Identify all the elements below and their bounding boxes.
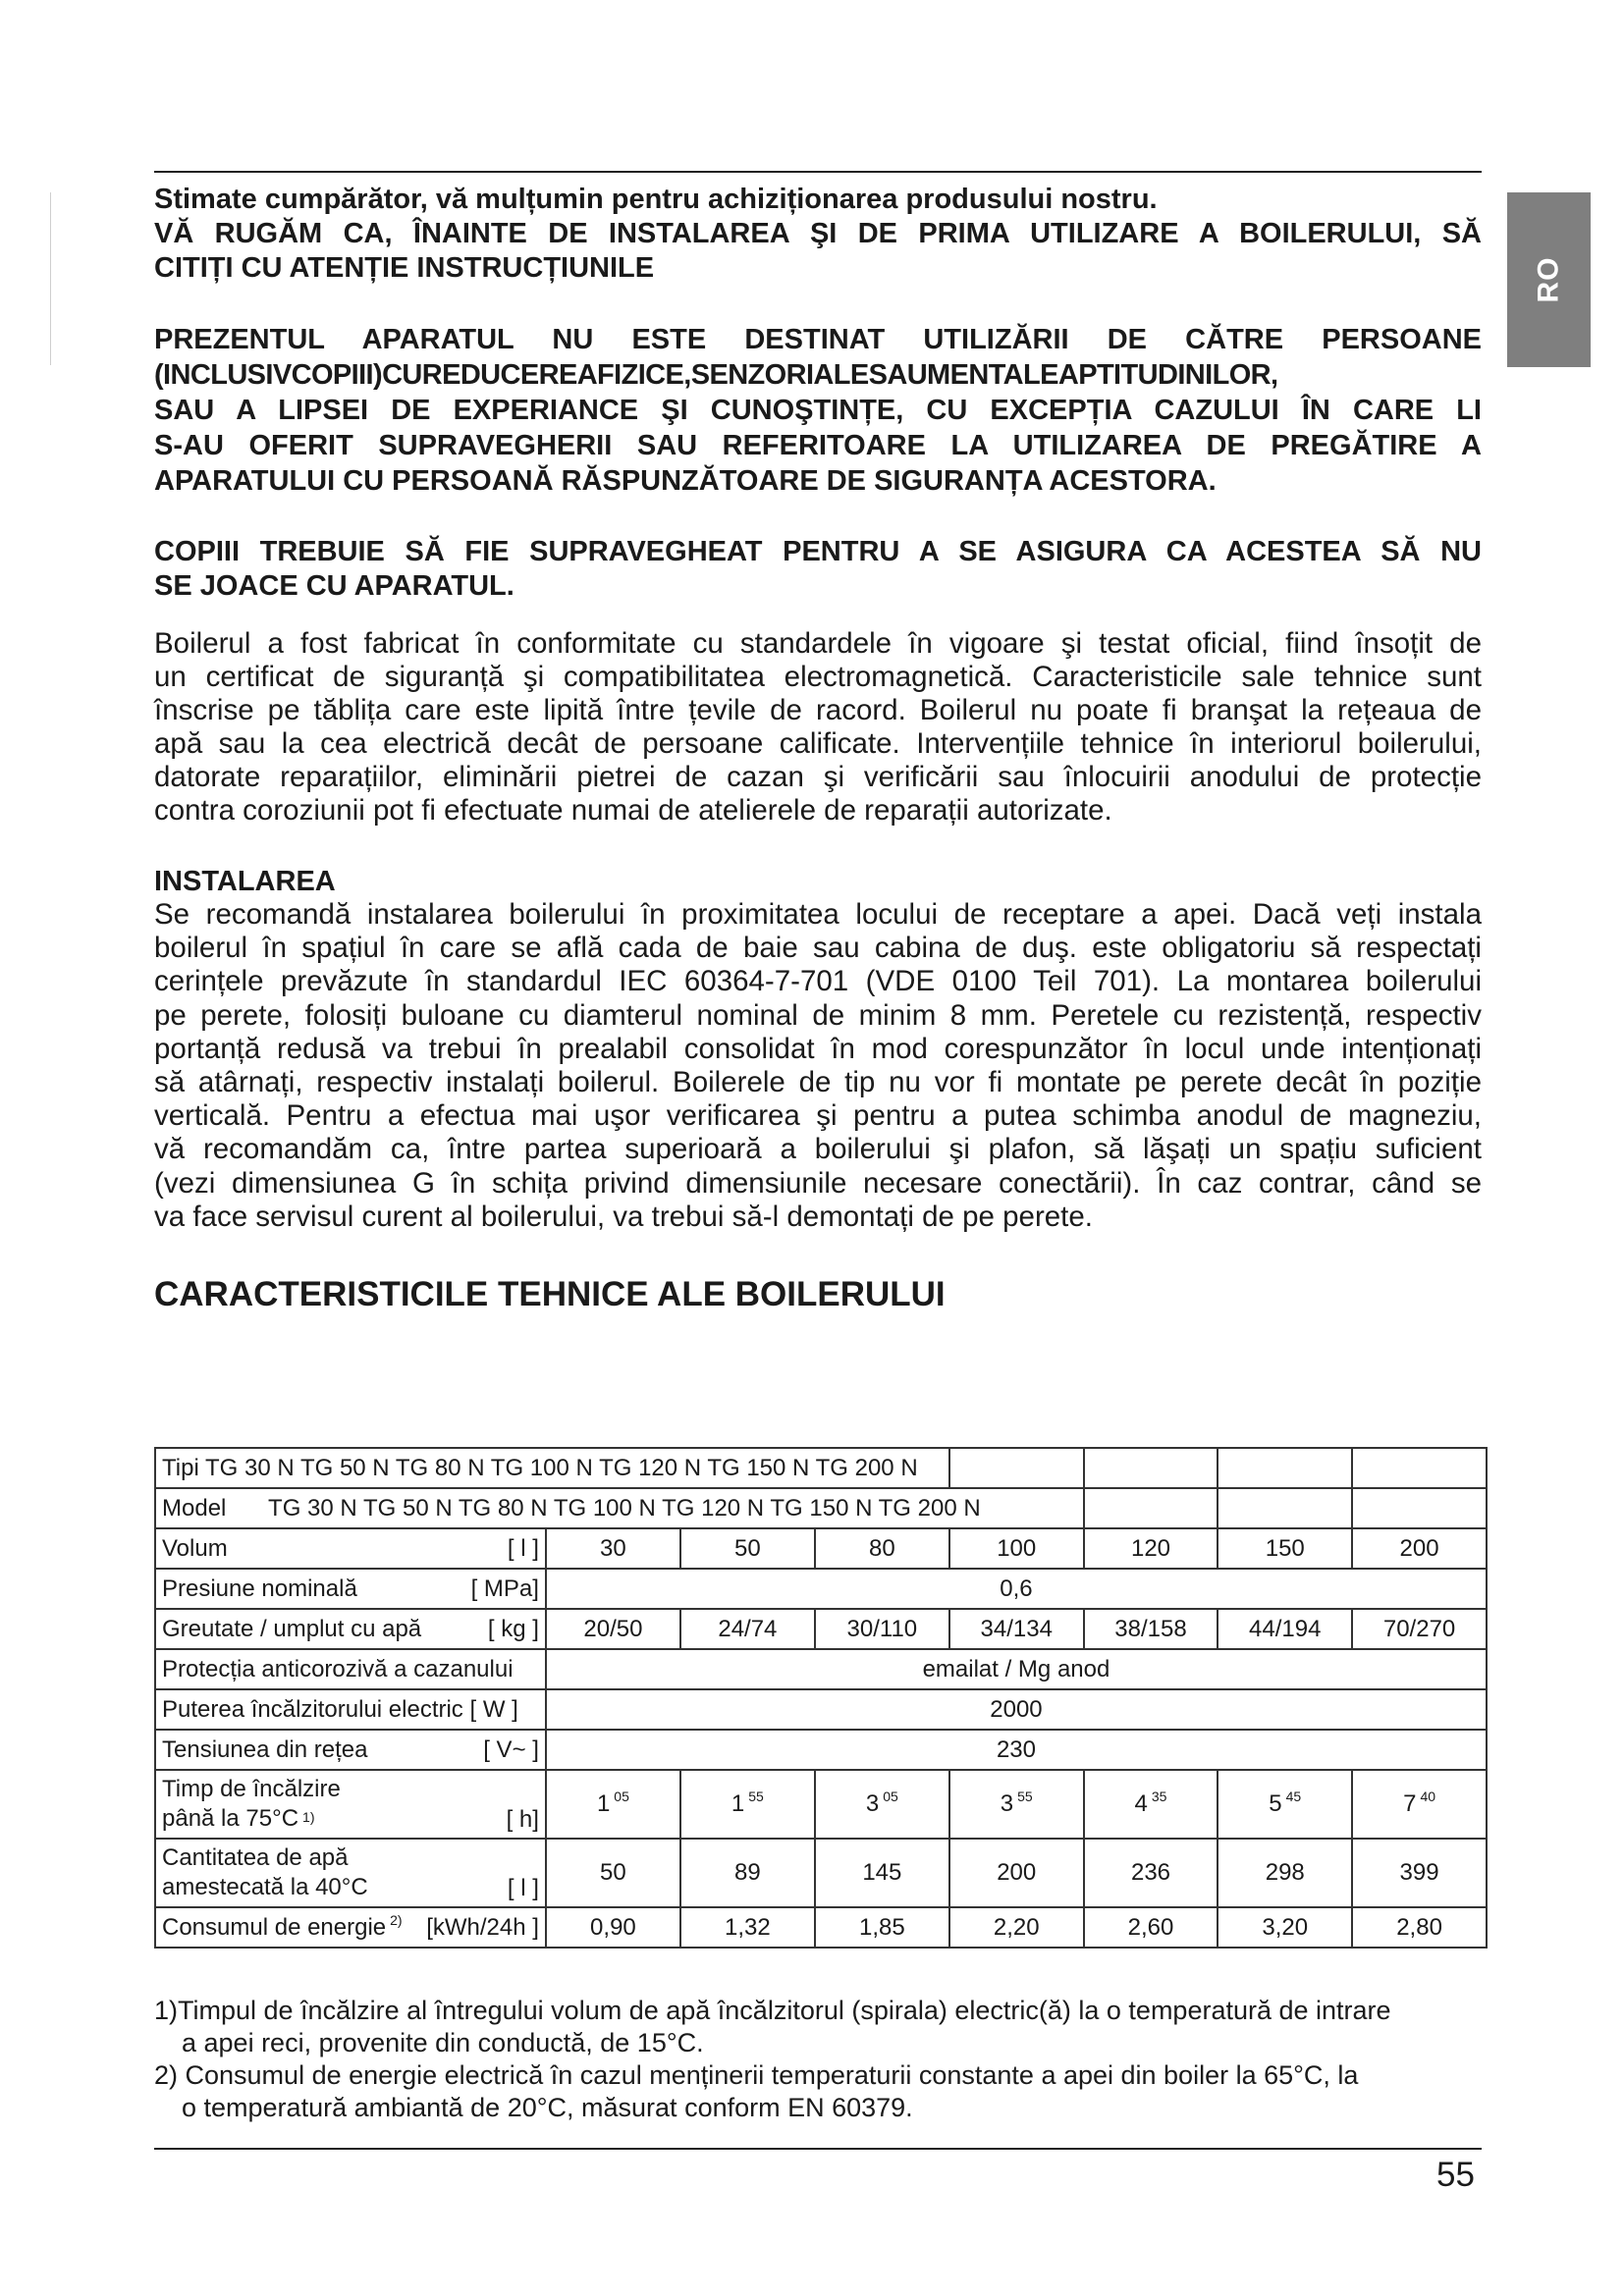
text-line: datorate reparațiilor, eliminării pietrei de cazan şi verificării sau înlocuirii anodului de protecție xyxy=(154,761,1482,793)
warning-line: CITIȚI CU ATENȚIE INSTRUCȚIUNILE xyxy=(154,252,655,284)
table-cell: 236 xyxy=(1084,1839,1218,1907)
footnote: 2) Consumul de energie electrică în cazul menținerii temperaturii constante a apei din boiler la 65°C, la xyxy=(154,2060,1359,2090)
warning-line: SAU A LIPSEI DE EXPERIANCE ŞI CUNOŞTINȚE, CU EXCEPȚIA CAZULUI ÎN CARE LI xyxy=(154,395,1482,426)
model-label: Model xyxy=(162,1494,227,1522)
warning-line: APARATULUI CU PERSOANĂ RĂSPUNZĂTOARE DE SIGURANȚA ACESTORA. xyxy=(154,465,1217,497)
row-label: Protecția anticorozivă a cazanului xyxy=(155,1649,546,1689)
table-row xyxy=(155,1649,1487,1689)
table-row xyxy=(155,1907,1487,1948)
warning-line: (INCLUSIVCOPIII)CUREDUCEREAFIZICE,SENZORIALESAUMENTALEAPTITUDINILOR, xyxy=(154,359,1278,391)
text-line: (vezi dimensiunea G în schița privind dimensiunile necesare conectării). În caz contrar, când se xyxy=(154,1166,1482,1200)
table-cell: 2000 xyxy=(546,1689,1487,1730)
table-row xyxy=(155,1448,1487,1488)
warning-line: VĂ RUGĂM CA, ÎNAINTE DE INSTALAREA ŞI DE PRIMA UTILIZARE A BOILERULUI, SĂ xyxy=(154,218,1482,249)
row-label: Puterea încălzitorului electric [ W ] xyxy=(155,1689,546,1730)
install-paragraph xyxy=(154,898,1482,1234)
table-cell: 3,20 xyxy=(1218,1907,1352,1948)
table-cell: 38/158 xyxy=(1084,1609,1218,1649)
table-cell: 50 xyxy=(680,1528,815,1569)
table-cell xyxy=(949,1448,1084,1488)
table-cell: 150 xyxy=(1218,1528,1352,1569)
table-cell xyxy=(1218,1448,1352,1488)
children-warning xyxy=(154,535,1482,604)
text-line: va face servisul curent al boilerului, va trebui să-l demontați de pe perete. xyxy=(154,1200,1093,1233)
table-cell xyxy=(1352,1488,1487,1528)
language-tab-label: RO xyxy=(1532,256,1565,303)
row-label: Consumul de energie $^{2)}$ [kWh/24h ] xyxy=(155,1907,546,1948)
table-cell: 3 $^{05}$ xyxy=(815,1770,949,1839)
footnote-continuation: a apei reci, provenite din conductă, de 15°C. xyxy=(182,2028,704,2057)
install-heading: INSTALAREA xyxy=(154,866,336,897)
table-row xyxy=(155,1488,1487,1528)
table-cell: 2,20 xyxy=(949,1907,1084,1948)
table-cell: 50 xyxy=(546,1839,680,1907)
text-line: contra coroziunii pot fi efectuate numai de atelierele de reparații autorizate. xyxy=(154,794,1112,827)
table-cell: 7 $^{40}$ xyxy=(1352,1770,1487,1839)
warning-line: PREZENTUL APARATUL NU ESTE DESTINAT UTILIZĂRII DE CĂTRE PERSOANE xyxy=(154,324,1482,355)
text-line: pe perete, folosiți buloane cu diamterul nominal de minim 8 mm. Peretele cu rezistență, respectiv xyxy=(154,998,1482,1032)
table-cell: 200 xyxy=(949,1839,1084,1907)
table-cell: 20/50 xyxy=(546,1609,680,1649)
table-cell: 0,6 xyxy=(546,1569,1487,1609)
table-cell: 3 $^{55}$ xyxy=(949,1770,1084,1839)
read-instructions-warning xyxy=(154,217,1482,286)
table-cell: 0,90 xyxy=(546,1907,680,1948)
intro-paragraph xyxy=(154,627,1482,828)
table-cell: 2,60 xyxy=(1084,1907,1218,1948)
text-line: boilerul în spațiul în care se află cada de baie sau cabina de duş. este obligatoriu să respectați xyxy=(154,932,1482,965)
row-label: Volum [ l ] xyxy=(155,1528,546,1569)
warning-line: S-AU OFERIT SUPRAVEGHERII SAU REFERITOARE LA UTILIZAREA DE PREGĂTIRE A xyxy=(154,430,1482,461)
table-row xyxy=(155,1569,1487,1609)
row-label: Presiune nominală [ MPa] xyxy=(155,1569,546,1609)
table-cell xyxy=(1084,1488,1218,1528)
footnote-continuation: o temperatură ambiantă de 20°C, măsurat conform EN 60379. xyxy=(182,2093,913,2122)
row-label: Timp de încălzire până la 75°C $^{1)}$ [ h] xyxy=(155,1770,546,1839)
page-body xyxy=(154,183,1482,1316)
row-label: Tensiunea din rețea [ V~ ] xyxy=(155,1730,546,1770)
table-row xyxy=(155,1609,1487,1649)
text-line: portanță redusă va trebui în prealabil consolidat în mod corespunzător în locul unde intenționați xyxy=(154,1032,1482,1065)
table-cell: 399 xyxy=(1352,1839,1487,1907)
table-cell: 1 $^{55}$ xyxy=(680,1770,815,1839)
text-line: vă recomandăm ca, între partea superioară a boilerului şi plafon, să lăşați un spațiu suficient xyxy=(154,1133,1482,1166)
table-cell: 44/194 xyxy=(1218,1609,1352,1649)
text-line: Se recomandă instalarea boilerului în proximitatea locului de receptare a apei. Dacă veți instala xyxy=(154,898,1482,931)
table-cell xyxy=(1352,1448,1487,1488)
model-row-cell xyxy=(155,1488,1084,1528)
margin-line xyxy=(50,192,51,365)
page-number: 55 xyxy=(1436,2156,1475,2194)
table-row xyxy=(155,1839,1487,1907)
table-row xyxy=(155,1528,1487,1569)
table-cell xyxy=(1084,1448,1218,1488)
table-cell: 5 $^{45}$ xyxy=(1218,1770,1352,1839)
text-line: Boilerul a fost fabricat în conformitate cu standardele în vigoare şi testat oficial, fiind însoțit de xyxy=(154,627,1482,660)
text-line: să atârnați, respectiv instalați boilerul. Boilerele de tip nu vor fi montate pe perete decât în poziție xyxy=(154,1066,1482,1099)
table-cell: 200 xyxy=(1352,1528,1487,1569)
model-row-text: TG 30 N TG 50 N TG 80 N TG 100 N TG 120 N TG 150 N TG 200 N xyxy=(268,1494,981,1522)
text-line: verticală. Pentru a efectua mai uşor verificarea şi pentru a putea schimba anodul de magneziu, xyxy=(154,1099,1482,1133)
text-line: cerințele prevăzute în standardul IEC 60364-7-701 (VDE 0100 Teil 701). La montarea boilerului xyxy=(154,965,1482,998)
specs-heading: CARACTERISTICILE TEHNICE ALE BOILERULUI xyxy=(154,1275,946,1314)
table-cell: 1 $^{05}$ xyxy=(546,1770,680,1839)
row-label: Greutate / umplut cu apă [ kg ] xyxy=(155,1609,546,1649)
table-cell: 298 xyxy=(1218,1839,1352,1907)
language-tab xyxy=(1507,192,1591,367)
persons-warning xyxy=(154,322,1482,499)
table-cell: 2,80 xyxy=(1352,1907,1487,1948)
footnotes xyxy=(154,1995,1482,2124)
table-cell: 4 $^{35}$ xyxy=(1084,1770,1218,1839)
type-row-cell xyxy=(155,1448,949,1488)
table-cell xyxy=(1218,1488,1352,1528)
text-line: un certificat de siguranță şi compatibilitatea electromagnetică. Caracteristicile sale tehnice sunt xyxy=(154,661,1482,693)
text-line: înscrise pe tăblița care este lipită între țevile de racord. Boilerul nu poate fi branşat la rețeaua de xyxy=(154,694,1482,726)
table-cell: 120 xyxy=(1084,1528,1218,1569)
table-cell: 1,85 xyxy=(815,1907,949,1948)
specs-table xyxy=(154,1447,1488,1949)
footnote: 1)Timpul de încălzire al întregului volum de apă încălzitorul (spirala) electric(ă) la o temperatură de intrare xyxy=(154,1996,1391,2025)
text-line: apă sau la cea electrică decât de persoane calificate. Intervențiile tehnice în interiorul boilerului, xyxy=(154,727,1482,760)
table-cell: 34/134 xyxy=(949,1609,1084,1649)
table-cell: 80 xyxy=(815,1528,949,1569)
table-row xyxy=(155,1689,1487,1730)
warning-line: COPIII TREBUIE SĂ FIE SUPRAVEGHEAT PENTRU A SE ASIGURA CA ACESTEA SĂ NU xyxy=(154,536,1482,567)
table-cell: 30/110 xyxy=(815,1609,949,1649)
greeting: Stimate cumpărător, vă mulțumin pentru achiziționarea produsului nostru. xyxy=(154,184,1158,215)
bottom-rule xyxy=(154,2148,1482,2150)
table-cell: 70/270 xyxy=(1352,1609,1487,1649)
table-cell: 89 xyxy=(680,1839,815,1907)
table-cell: 24/74 xyxy=(680,1609,815,1649)
table-cell: emailat / Mg anod xyxy=(546,1649,1487,1689)
table-cell: 30 xyxy=(546,1528,680,1569)
table-cell: 100 xyxy=(949,1528,1084,1569)
top-rule xyxy=(154,171,1482,173)
table-cell: 145 xyxy=(815,1839,949,1907)
row-label: Cantitatea de apă amestecată la 40°C [ l ] xyxy=(155,1839,546,1907)
warning-line: SE JOACE CU APARATUL. xyxy=(154,570,514,602)
type-row-text: Tipi TG 30 N TG 50 N TG 80 N TG 100 N TG 120 N TG 150 N TG 200 N xyxy=(162,1454,918,1481)
table-cell: 1,32 xyxy=(680,1907,815,1948)
table-row xyxy=(155,1770,1487,1839)
table-cell: 230 xyxy=(546,1730,1487,1770)
table-row xyxy=(155,1730,1487,1770)
